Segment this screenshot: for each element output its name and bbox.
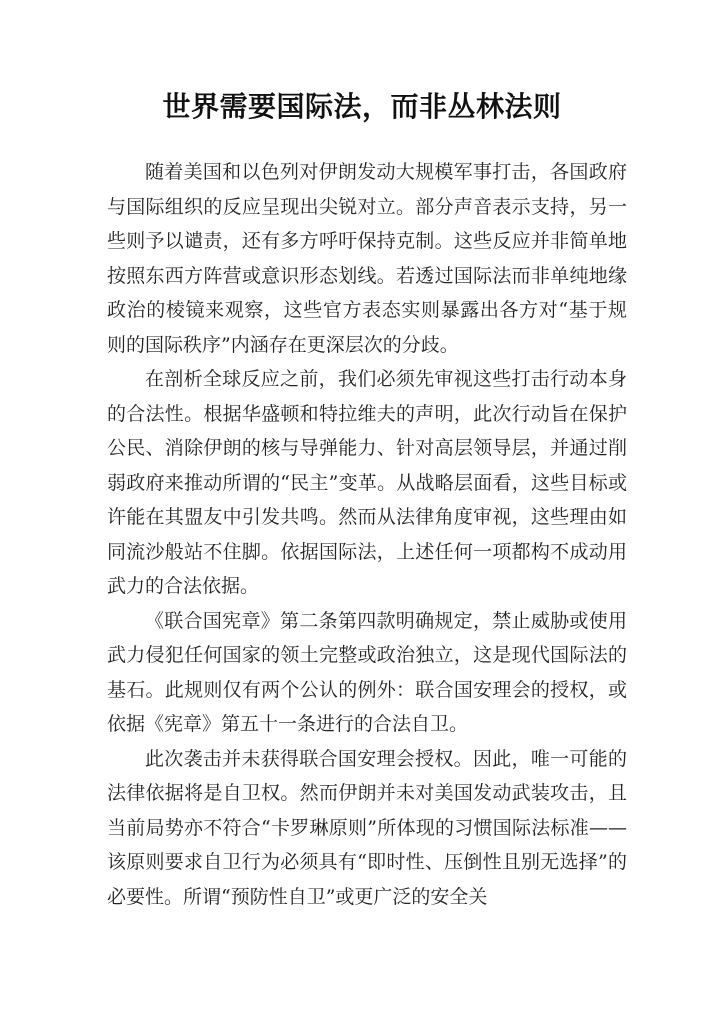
paragraph-1: 随着美国和以色列对伊朗发动大规模军事打击，各国政府与国际组织的反应呈现出尖锐对立。部分声音表示支持，另一些则予以谴责，还有多方呼吁保持克制。这些反应并非简单地按照东西方阵营或意识形态划线。若透过国际法而非单纯地缘政治的棱镜来观察，这些官方表态实则暴露出各方对“基于规则的国际秩序”内涵存在更深层次的分歧。 xyxy=(107,161,627,356)
paragraph-3: 《联合国宪章》第二条第四款明确规定，禁止威胁或使用武力侵犯任何国家的领土完整或政治独立，这是现代国际法的基石。此规则仅有两个公认的例外：联合国安理会的授权，或依据《宪章》第五十一条进行的合法自卫。 xyxy=(107,609,627,735)
paragraph-4: 此次袭击并未获得联合国安理会授权。因此，唯一可能的法律依据将是自卫权。然而伊朗并未对美国发动武装攻击，且当前局势亦不符合“卡罗琳原则”所体现的习惯国际法标准——该原则要求自卫行为必须具有“即时性、压倒性且别无选择”的必要性。所谓“预防性自卫”或更广泛的安全关 xyxy=(107,747,627,908)
paragraph-2: 在剖析全球反应之前，我们必须先审视这些打击行动本身的合法性。根据华盛顿和特拉维夫的声明，此次行动旨在保护公民、消除伊朗的核与导弹能力、针对高层领导层，并通过削弱政府来推动所谓的“民主”变革。从战略层面看，这些目标或许能在其盟友中引发共鸣。然而从法律角度审视，这些理由如同流沙般站不住脚。依据国际法，上述任何一项都构不成动用武力的合法依据。 xyxy=(107,368,627,597)
document-body xyxy=(107,155,627,914)
document-title: 世界需要国际法，而非丛林法则 xyxy=(162,90,562,123)
